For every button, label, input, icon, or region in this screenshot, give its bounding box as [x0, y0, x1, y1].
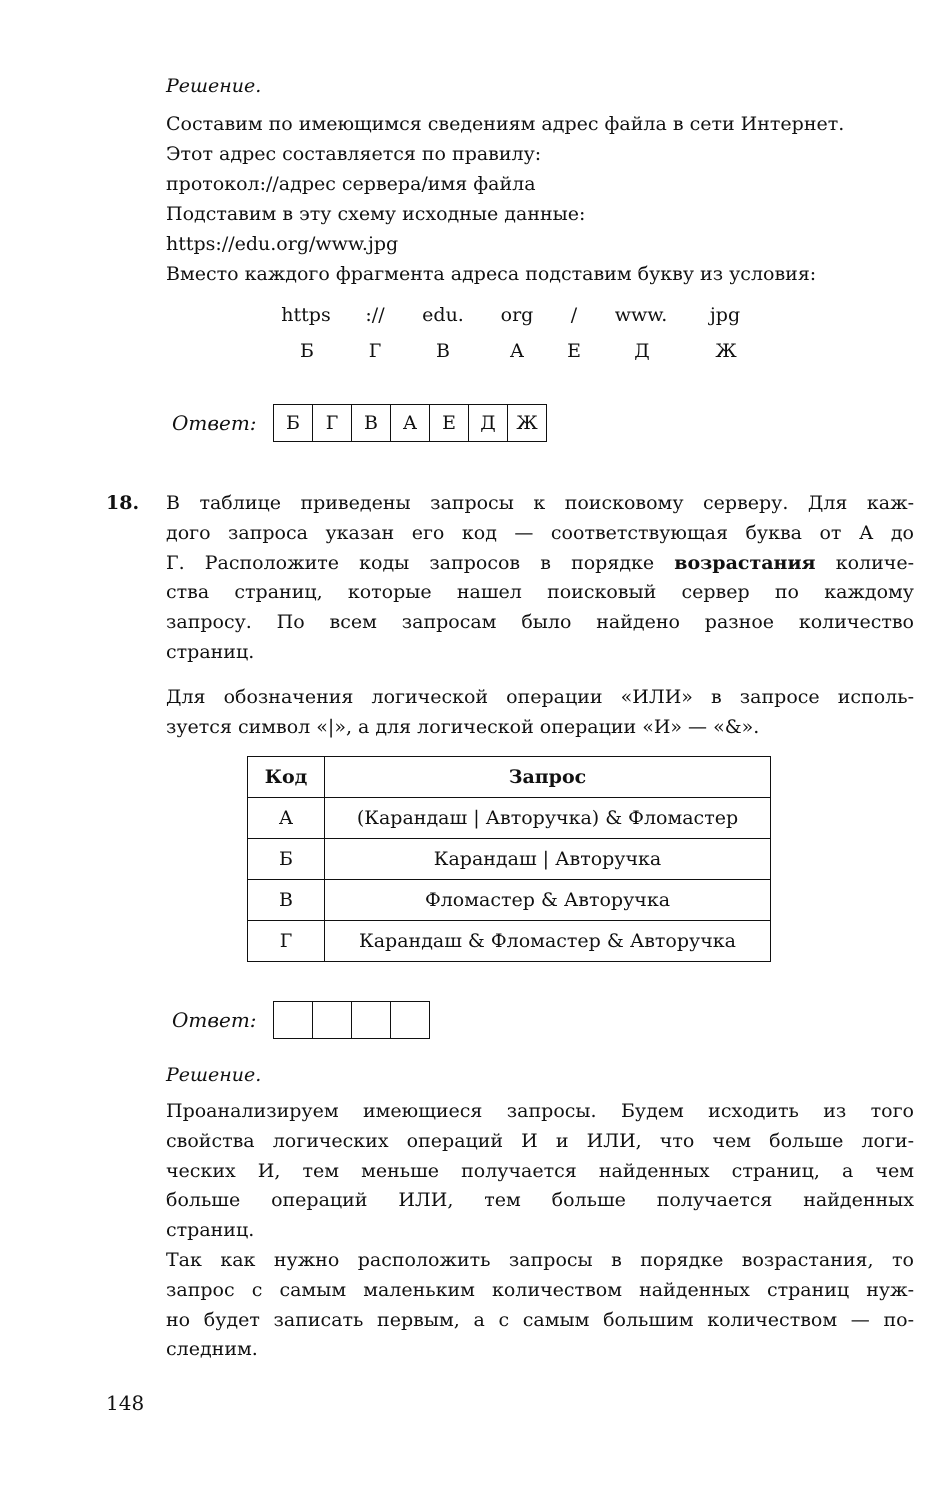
text-line: Составим по имеющимся сведениям адрес файла в сети Интернет.	[166, 113, 845, 135]
answer-cell: Б	[274, 405, 313, 441]
solution-heading: Решение.	[166, 75, 262, 97]
fragment: www.	[614, 304, 668, 326]
text-line: дого запроса указан его код — соответствующая буква от А до	[166, 521, 914, 544]
answer-cell: А	[391, 405, 430, 441]
emphasis-text: возрастания	[674, 551, 816, 574]
text-line: зуется символ «|», а для логической операции «И» — «&».	[166, 715, 760, 738]
table-row	[248, 921, 771, 962]
page-number: 148	[106, 1391, 145, 1415]
query-table	[247, 756, 771, 962]
answer-cell: Г	[313, 405, 352, 441]
text-line: В таблице приведены запросы к поисковому серверу. Для каж-	[166, 492, 914, 514]
letter: Ж	[715, 340, 737, 362]
code-cell: Г	[248, 921, 325, 962]
solution-heading: Решение.	[166, 1064, 262, 1086]
task-paragraph	[166, 683, 914, 743]
text-line: ства страниц, которые нашел поисковый сервер по каждому	[166, 581, 914, 604]
table-header-query: Запрос	[325, 757, 771, 798]
answer-cell[interactable]	[391, 1002, 429, 1038]
query-cell: (Карандаш | Авторучка) & Фломастер	[325, 798, 771, 839]
table-row	[248, 839, 771, 880]
fragment: edu.	[422, 304, 464, 326]
table-row	[248, 798, 771, 839]
text-line: протокол://адрес сервера/имя файла	[166, 173, 536, 195]
task-number: 18.	[106, 492, 140, 514]
query-cell: Карандаш | Авторучка	[325, 839, 771, 880]
text-line: запросу. По всем запросам было найдено разное количество	[166, 611, 914, 634]
letter: Д	[634, 340, 650, 362]
fragment: ://	[365, 304, 385, 326]
text-line: Вместо каждого фрагмента адреса подставим букву из условия:	[166, 263, 817, 285]
answer-boxes	[273, 404, 547, 442]
answer-cell[interactable]	[313, 1002, 352, 1038]
fragment: /	[570, 304, 578, 326]
text-line: но будет записать первым, а с самым большим количеством — по-	[166, 1308, 914, 1331]
answer-boxes[interactable]	[273, 1001, 430, 1039]
text-line: Подставим в эту схему исходные данные:	[166, 203, 586, 225]
text-line: Проанализируем имеющиеся запросы. Будем исходить из того	[166, 1100, 914, 1122]
letter: В	[436, 340, 450, 362]
query-cell: Фломастер & Авторучка	[325, 880, 771, 921]
letter: Е	[567, 340, 581, 362]
fragment: jpg	[709, 304, 741, 326]
text-line: свойства логических операций И и ИЛИ, что чем больше логи-	[166, 1129, 914, 1152]
answer-label: Ответ:	[172, 1008, 257, 1032]
fragment: org	[500, 304, 534, 326]
text-line: Так как нужно расположить запросы в порядке возрастания, то	[166, 1248, 914, 1271]
text-line: запрос с самым маленьким количеством найденных страниц нуж-	[166, 1278, 914, 1301]
code-cell: В	[248, 880, 325, 921]
text-fragment: Г. Расположите коды запросов в порядке	[166, 551, 655, 574]
text-line	[166, 549, 914, 579]
answer-cell[interactable]	[352, 1002, 391, 1038]
solution-paragraph	[166, 1097, 914, 1365]
answer-cell: В	[352, 405, 391, 441]
text-line: следним.	[166, 1338, 258, 1361]
text-line: ческих И, тем меньше получается найденных страниц, а чем	[166, 1159, 914, 1182]
answer-cell[interactable]	[274, 1002, 313, 1038]
text-fragment: количе-	[835, 551, 914, 574]
task-paragraph	[166, 489, 914, 668]
letter: Г	[368, 340, 382, 362]
table-header-code: Код	[248, 757, 325, 798]
text-line: Этот адрес составляется по правилу:	[166, 143, 542, 165]
text-line: Для обозначения логической операции «ИЛИ» в запросе исполь-	[166, 686, 914, 708]
letter: Б	[300, 340, 314, 362]
text-line: страниц.	[166, 640, 255, 663]
text-line: страниц.	[166, 1219, 255, 1242]
text-line: больше операций ИЛИ, тем больше получается найденных	[166, 1189, 914, 1212]
fragment: https	[281, 304, 331, 326]
answer-label: Ответ:	[172, 411, 257, 435]
code-cell: Б	[248, 839, 325, 880]
query-cell: Карандаш & Фломастер & Авторучка	[325, 921, 771, 962]
answer-cell: Д	[469, 405, 508, 441]
answer-cell: Ж	[516, 412, 538, 434]
table-row	[248, 880, 771, 921]
text-line: https://edu.org/www.jpg	[166, 233, 399, 255]
code-cell: А	[248, 798, 325, 839]
letter: А	[509, 340, 525, 362]
answer-cell: Е	[430, 405, 469, 441]
